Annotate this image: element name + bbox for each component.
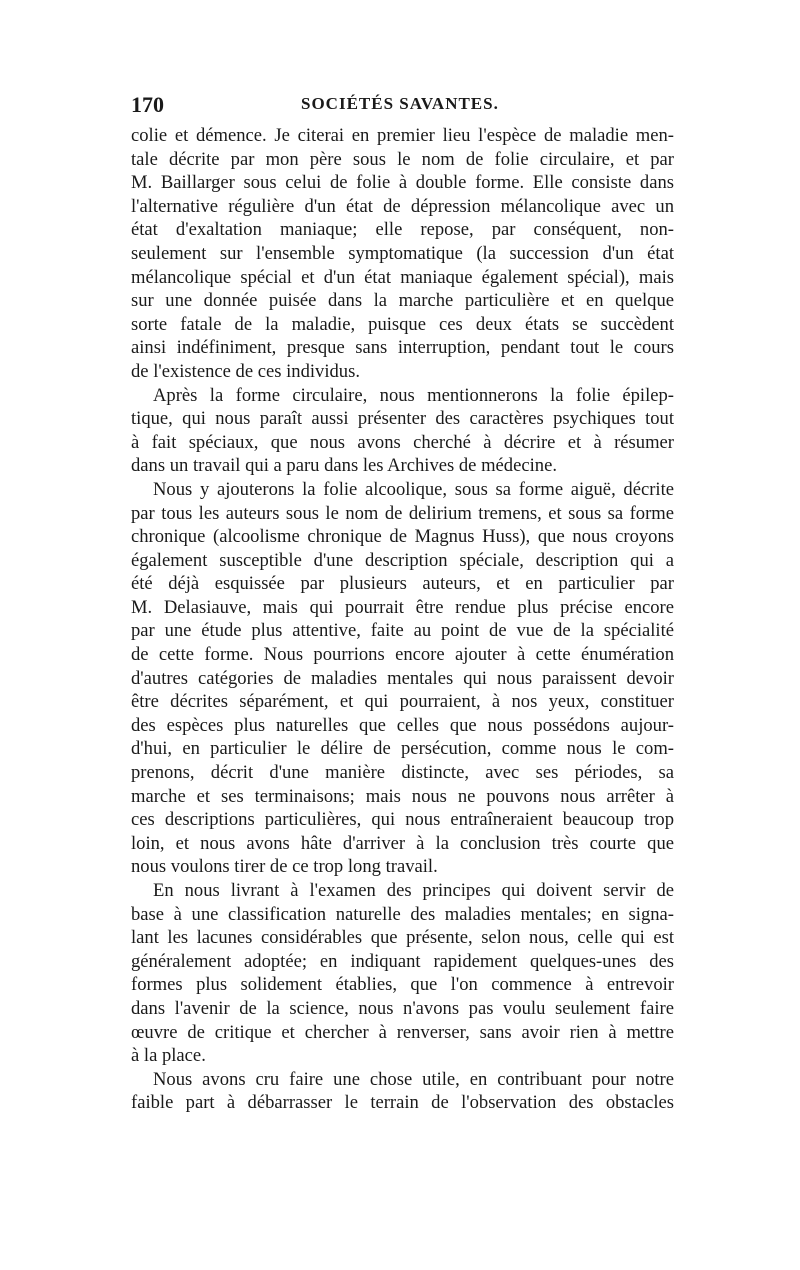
text-line: colie et démence. Je citerai en premier lieu l'espèce de maladie men- xyxy=(131,125,674,146)
text-line: par une étude plus attentive, faite au point de vue de la spécialité xyxy=(131,620,674,642)
text-line: M. Baillarger sous celui de folie à double forme. Elle consiste dans xyxy=(131,172,674,194)
text-line: ainsi indéfiniment, presque sans interruption, pendant tout le cours xyxy=(131,337,674,359)
text-line: été déjà esquissée par plusieurs auteurs, et en particulier par xyxy=(131,573,674,595)
paragraph-last-line: nous voulons tirer de ce trop long travail. xyxy=(131,856,438,878)
text-line: par tous les auteurs sous le nom de delirium tremens, et sous sa forme xyxy=(131,502,674,524)
text-line: dans l'avenir de la science, nous n'avons pas voulu seulement faire xyxy=(131,997,674,1019)
text-line: chronique (alcoolisme chronique de Magnus Huss), que nous croyons xyxy=(131,526,674,548)
text-line: tique, qui nous paraît aussi présenter des caractères psychiques tout xyxy=(131,408,674,430)
paragraph-last-line: à la place. xyxy=(131,1045,206,1067)
text-line: généralement adoptée; en indiquant rapidement quelques-unes des xyxy=(131,950,674,972)
page-number: 170 xyxy=(131,92,164,117)
text-line: sorte fatale de la maladie, puisque ces deux états se succèdent xyxy=(131,313,674,335)
text-line: de cette forme. Nous pourrions encore ajouter à cette énumération xyxy=(131,644,674,666)
text-line: base à une classification naturelle des maladies mentales; en signa- xyxy=(131,903,674,925)
page-header xyxy=(131,92,674,120)
text-line: faible part à débarrasser le terrain de l'observation des obstacles xyxy=(131,1092,674,1114)
text-line: sur une donnée puisée dans la marche particulière et en quelque xyxy=(131,290,674,312)
text-line: formes plus solidement établies, que l'on commence à entrevoir xyxy=(131,974,674,996)
text-line: lant les lacunes considérables que présente, selon nous, celle qui est xyxy=(131,927,674,949)
text-line: état d'exaltation maniaque; elle repose, par conséquent, non- xyxy=(131,219,674,241)
paragraph-first-line: Nous y ajouterons la folie alcoolique, sous sa forme aiguë, décrite xyxy=(153,478,674,500)
text-line: des espèces plus naturelles que celles que nous possédons aujour- xyxy=(131,714,674,736)
text-line: d'hui, en particulier le délire de persécution, comme nous le com- xyxy=(131,738,674,760)
paragraph-first-line: En nous livrant à l'examen des principes qui doivent servir de xyxy=(153,880,674,901)
text-line: d'autres catégories de maladies mentales qui nous paraissent devoir xyxy=(131,667,674,689)
text-line: marche et ses terminaisons; mais nous ne pouvons nous arrêter à xyxy=(131,785,674,807)
text-line: prenons, décrit d'une manière distincte, avec ses périodes, sa xyxy=(131,762,674,784)
text-line: à fait spéciaux, que nous avons cherché à décrire et à résumer xyxy=(131,431,674,453)
text-line: également susceptible d'une description spéciale, description qui a xyxy=(131,549,674,571)
text-line: M. Delasiauve, mais qui pourrait être rendue plus précise encore xyxy=(131,596,674,618)
text-line: œuvre de critique et chercher à renverser, sans avoir rien à mettre xyxy=(131,1021,674,1043)
text-line: être décrites séparément, et qui pourraient, à nos yeux, constituer xyxy=(131,691,674,713)
paragraph-last-line: dans un travail qui a paru dans les Archives de médecine. xyxy=(131,455,557,477)
body-text xyxy=(131,124,674,1115)
paragraph-first-line: Après la forme circulaire, nous mentionnerons la folie épilep- xyxy=(153,384,674,406)
text-line: ces descriptions particulières, qui nous entraîneraient beaucoup trop xyxy=(131,809,674,831)
text-line: seulement sur l'ensemble symptomatique (la succession d'un état xyxy=(131,242,674,264)
text-line: l'alternative régulière d'un état de dépression mélancolique avec un xyxy=(131,195,674,217)
paragraph-first-line: Nous avons cru faire une chose utile, en contribuant pour notre xyxy=(153,1068,674,1090)
text-line: mélancolique spécial et d'un état maniaque également spécial), mais xyxy=(131,266,674,288)
text-line: loin, et nous avons hâte d'arriver à la conclusion très courte que xyxy=(131,832,674,854)
text-line: tale décrite par mon père sous le nom de folie circulaire, et par xyxy=(131,148,674,170)
paragraph-last-line: de l'existence de ces individus. xyxy=(131,360,360,382)
running-title: SOCIÉTÉS SAVANTES. xyxy=(301,94,499,113)
